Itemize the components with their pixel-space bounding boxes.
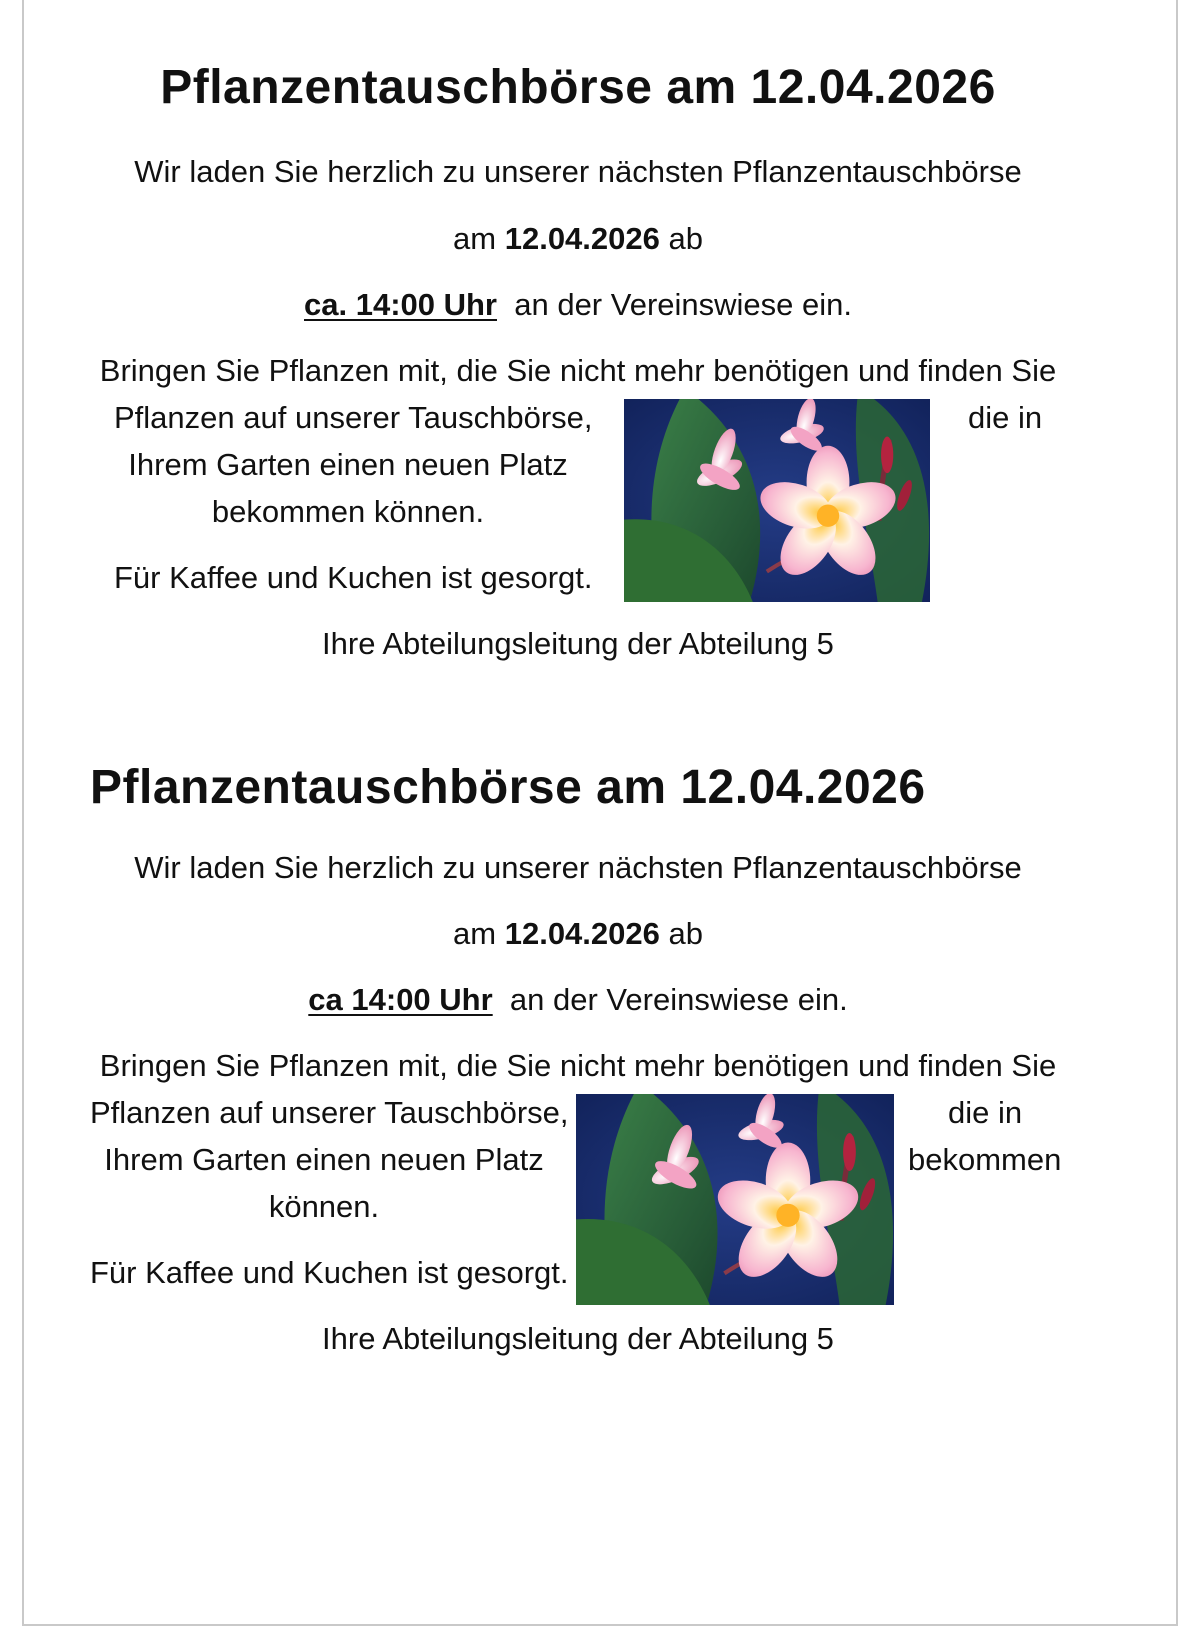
flyer-1-left-line-2: Ihrem Garten einen neuen Platz [128, 447, 568, 482]
flyer-2-left-line-3: können. [268, 1189, 380, 1224]
flyer-1-time-line [24, 286, 1132, 324]
flyer-1-time: ca. 14:00 Uhr [304, 287, 497, 322]
flyer-1-bring-line: Bringen Sie Pflanzen mit, die Sie nicht mehr benötigen und finden Sie [99, 353, 1057, 388]
flyer-2-time: ca 14:00 Uhr [308, 982, 493, 1017]
flyer-2-title: Pflanzentauschbörse am 12.04.2026 [90, 761, 926, 814]
document-page [22, 0, 1178, 1626]
flyer-1-place: an der Vereinswiese ein. [514, 287, 852, 322]
frangipani-flower-icon [624, 399, 930, 602]
flyer-2-bring-line: Bringen Sie Pflanzen mit, die Sie nicht mehr benötigen und finden Sie [99, 1048, 1057, 1083]
flyer-2-date-prefix: am [453, 916, 497, 951]
flyer-2-right-line-1: die in [948, 1095, 1023, 1130]
flyer-1-title: Pflanzentauschbörse am 12.04.2026 [160, 61, 996, 114]
flyer-2-date: 12.04.2026 [504, 916, 660, 951]
flyer-2-left-line-1: Pflanzen auf unserer Tauschbörse, [90, 1095, 569, 1130]
flyer-1-date: 12.04.2026 [504, 221, 660, 256]
flyer-2-time-line [24, 981, 1132, 1019]
flyer-1-signature: Ihre Abteilungsleitung der Abteilung 5 [322, 626, 834, 661]
flyer-2-signature: Ihre Abteilungsleitung der Abteilung 5 [322, 1321, 834, 1356]
flyer-1-date-line [24, 220, 1132, 258]
flyer-2-date-suffix: ab [668, 916, 703, 951]
flyer-2-intro: Wir laden Sie herzlich zu unserer nächsten Pflanzentauschbörse [134, 850, 1022, 885]
flyer-2-place: an der Vereinswiese ein. [509, 982, 848, 1017]
flyer-2-right-line-2: bekommen [908, 1142, 1062, 1177]
flyer-1-intro: Wir laden Sie herzlich zu unserer nächsten Pflanzentauschbörse [134, 154, 1022, 189]
flyer-1-right-line-1: die in [968, 400, 1043, 435]
flyer-2-date-line [24, 915, 1132, 953]
flyer-1-date-prefix: am [453, 221, 497, 256]
flyer-2-coffee: Für Kaffee und Kuchen ist gesorgt. [90, 1255, 569, 1290]
flyer-2-left-line-2: Ihrem Garten einen neuen Platz [104, 1142, 544, 1177]
flyer-1-left-line-1: Pflanzen auf unserer Tauschbörse, [114, 400, 593, 435]
flyer-1-coffee: Für Kaffee und Kuchen ist gesorgt. [114, 560, 593, 595]
flyer-1-left-line-3: bekommen können. [211, 494, 485, 529]
flyer-1-date-suffix: ab [668, 221, 703, 256]
frangipani-flower-icon [576, 1094, 894, 1305]
